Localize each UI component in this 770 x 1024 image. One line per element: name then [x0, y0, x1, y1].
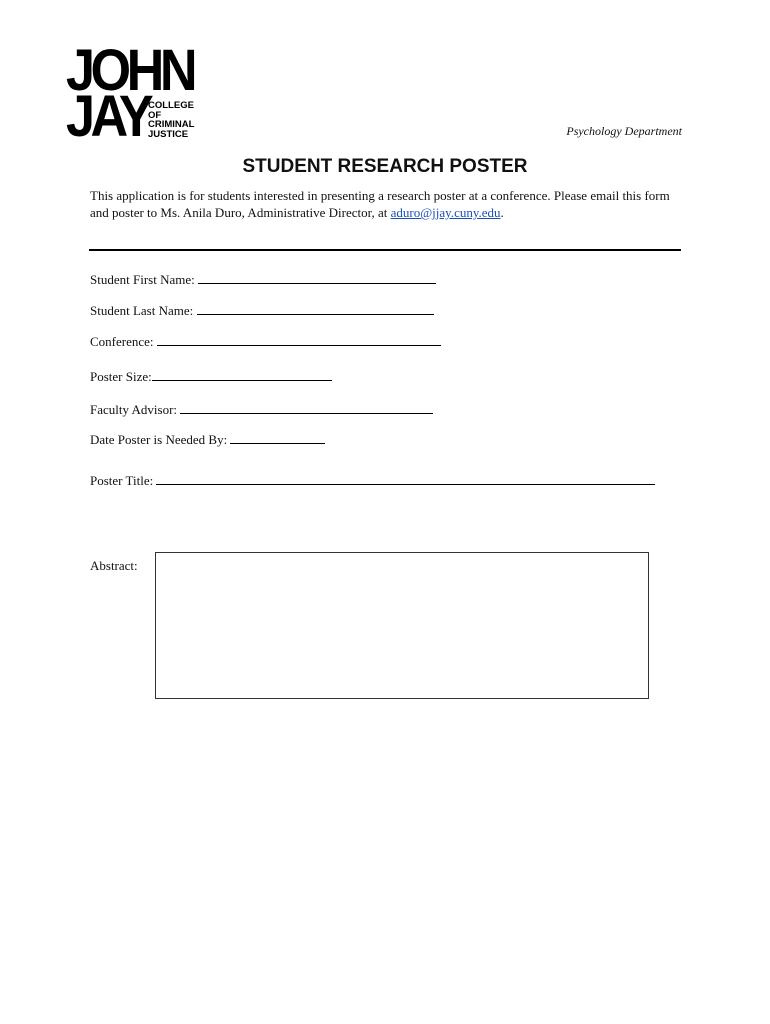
logo-john: JOHN: [66, 38, 194, 103]
form-title: STUDENT RESEARCH POSTER: [242, 156, 528, 177]
first-name-row: [90, 270, 436, 288]
intro-end: .: [500, 205, 504, 220]
john-jay-logo: [66, 38, 196, 149]
abstract-label: Abstract:: [90, 558, 138, 573]
abstract-textbox[interactable]: [155, 552, 649, 699]
first-name-field[interactable]: [198, 270, 436, 284]
intro-text: This application is for students interested in presenting a research poster at a conference. Please email this form and poster to Ms. Anila Duro, Administrative Director, at: [90, 188, 670, 220]
divider: [89, 249, 681, 251]
logo-sub-line: OF: [148, 109, 162, 121]
conference-field[interactable]: [157, 332, 441, 346]
conference-label: Conference:: [90, 334, 154, 349]
poster-title-row: [90, 471, 655, 489]
poster-size-row: [90, 367, 332, 385]
logo-subtitle: [148, 101, 194, 139]
last-name-label: Student Last Name:: [90, 303, 194, 318]
email-link[interactable]: aduro@jjay.cuny.edu: [390, 205, 501, 220]
poster-title-field[interactable]: [156, 471, 655, 485]
logo-sub-line: CRIMINAL: [148, 119, 195, 130]
logo-jay: JAY: [66, 84, 150, 149]
first-name-label: Student First Name:: [90, 272, 195, 287]
last-name-row: [90, 301, 434, 319]
date-needed-field[interactable]: [230, 430, 325, 444]
intro-paragraph: [90, 187, 690, 221]
last-name-field[interactable]: [197, 301, 434, 315]
date-needed-row: [90, 430, 325, 448]
logo-sub-line: COLLEGE: [148, 100, 194, 111]
date-needed-label: Date Poster is Needed By:: [90, 432, 228, 447]
conference-row: [90, 332, 441, 350]
faculty-advisor-label: Faculty Advisor:: [90, 402, 178, 417]
department-label: Psychology Department: [566, 124, 682, 138]
faculty-advisor-field[interactable]: [180, 400, 433, 414]
faculty-advisor-row: [90, 400, 433, 418]
poster-size-label: Poster Size:: [90, 369, 152, 384]
poster-size-field[interactable]: [152, 367, 332, 381]
poster-title-label: Poster Title:: [90, 473, 154, 488]
logo-sub-line: JUSTICE: [148, 128, 189, 140]
